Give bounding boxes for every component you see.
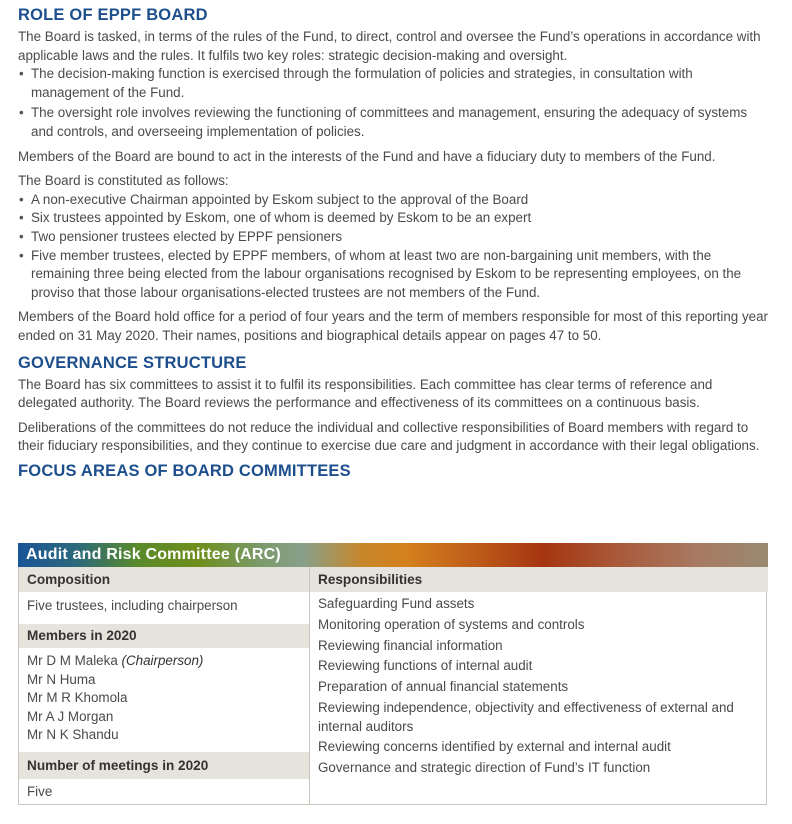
composition-column <box>19 567 309 804</box>
member-name: Mr A J Morgan <box>27 708 114 724</box>
section-heading-focus: FOCUS AREAS OF BOARD COMMITTEES <box>18 461 351 480</box>
member-name: Mr N Huma <box>27 671 96 687</box>
committee-title: Audit and Risk Committee (ARC) <box>26 546 281 563</box>
members-list <box>19 648 309 752</box>
responsibility-item: Governance and strategic direction of Fund’s IT function <box>318 760 651 776</box>
responsibility-item: Reviewing concerns identified by external and internal audit <box>318 739 671 755</box>
meetings-value: Five <box>27 784 53 799</box>
committee-table <box>18 543 767 805</box>
responsibility-item: Preparation of annual financial statements <box>318 679 569 695</box>
section-heading-role: ROLE OF EPPF BOARD <box>18 6 208 24</box>
list-item: • Two pensioner trustees elected by EPPF pensioners <box>18 228 770 247</box>
member-name: Mr N K Shandu <box>27 727 119 743</box>
governance-paragraph-2: Deliberations of the committees do not reduce the individual and collective responsibilities of Board members with regard to their fiduciary responsibilities, and they continue to exercise due care and judgment in accordance with their legal obligations. <box>18 419 760 454</box>
section-heading-governance: GOVERNANCE STRUCTURE <box>18 353 247 372</box>
list-item: • The oversight role involves reviewing the functioning of committees and management, ensuring the adequacy of systems and controls, and overseeing implementation of policies. <box>18 104 770 141</box>
responsibility-item: Monitoring operation of systems and controls <box>318 616 585 632</box>
role-intro-paragraph: The Board is tasked, in terms of the rules of the Fund, to direct, control and oversee the Fund’s operations in accordance with applicable laws and the rules. It fulfils two key roles: strategic decision-making and oversight. <box>18 29 761 63</box>
list-item: • Five member trustees, elected by EPPF members, of whom at least two are non-bargaining unit members, with the remaining three being elected from the labour organisations recognised by Eskom to be representing employees, on the proviso that those labour organisations-elected trustees are not members of the Fund. <box>18 247 770 303</box>
member-item <box>27 671 309 690</box>
committee-banner <box>18 543 768 567</box>
term-paragraph: Members of the Board hold office for a period of four years and the term of members responsible for most of this reporting year ended on 31 May 2020. Their names, positions and biographical details appear on pages 47 to 50. <box>18 309 768 343</box>
fiduciary-paragraph: Members of the Board are bound to act in the interests of the Fund and have a fiduciary duty to members of the Fund. <box>18 148 716 164</box>
member-name: Mr M R Khomola <box>27 690 128 706</box>
member-item <box>27 708 309 727</box>
responsibilities-header: Responsibilities <box>310 567 768 592</box>
constitution-intro: The Board is constituted as follows: <box>18 173 229 189</box>
member-name: Mr D M Maleka <box>27 653 118 668</box>
responsibility-item: Safeguarding Fund assets <box>318 596 475 611</box>
members-header: Members in 2020 <box>19 624 309 648</box>
list-item: • Six trustees appointed by Eskom, one of whom is deemed by Eskom to be an expert <box>18 209 770 228</box>
roles-list <box>18 65 770 141</box>
member-role: (Chairperson) <box>121 653 204 668</box>
list-item: • A non-executive Chairman appointed by Eskom subject to the approval of the Board <box>18 191 770 210</box>
list-item: • The decision-making function is exercised through the formulation of policies and strategies, in consultation with management of the Fund. <box>18 65 770 102</box>
constitution-list <box>18 191 770 303</box>
member-item <box>27 726 309 745</box>
responsibility-item: Reviewing functions of internal audit <box>318 658 533 674</box>
meetings-header: Number of meetings in 2020 <box>19 752 309 779</box>
responsibility-item: Reviewing financial information <box>318 637 503 653</box>
member-item <box>27 689 309 708</box>
member-item <box>27 652 309 671</box>
responsibility-item: Reviewing independence, objectivity and effectiveness of external and internal auditors <box>318 699 734 734</box>
composition-header: Composition <box>19 567 309 592</box>
responsibilities-column <box>309 567 768 804</box>
governance-paragraph-1: The Board has six committees to assist it to fulfil its responsibilities. Each committee has clear terms of reference and delegated authority. The Board reviews the performance and effectiveness of its committees on a continuous basis. <box>18 376 713 411</box>
composition-value: Five trustees, including chairperson <box>27 598 238 613</box>
document-page <box>18 4 770 482</box>
responsibilities-list <box>310 592 768 778</box>
